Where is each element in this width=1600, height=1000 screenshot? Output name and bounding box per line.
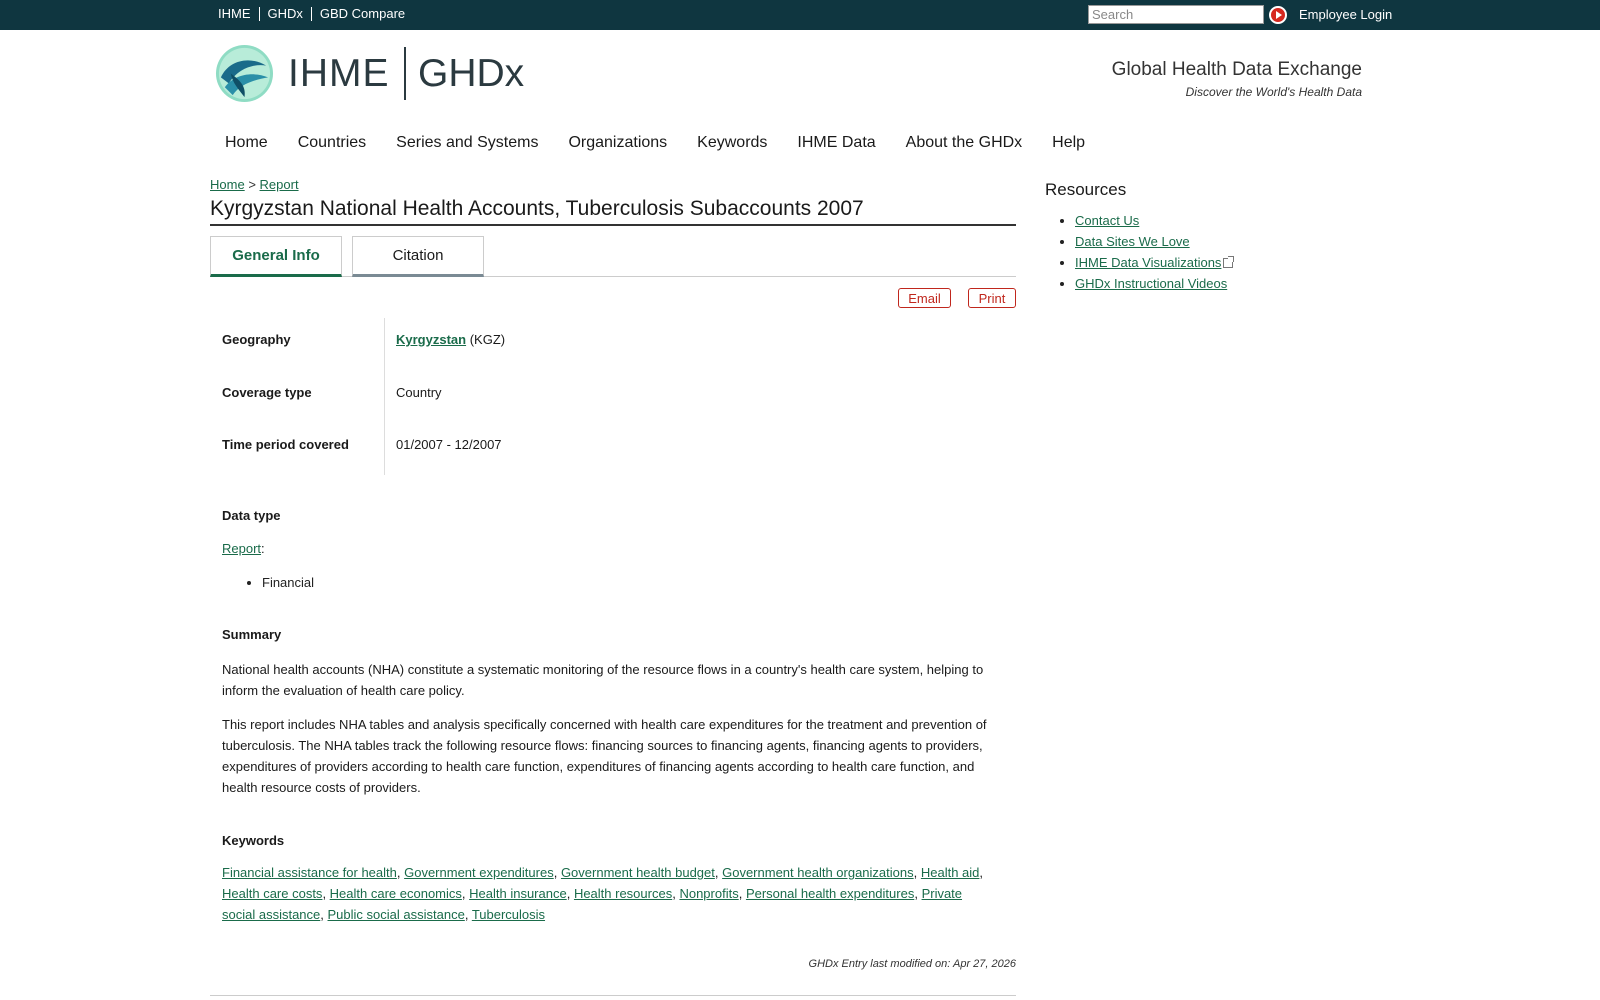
coverage-type-label: Coverage type xyxy=(222,385,312,400)
keyword-link[interactable]: Government health budget xyxy=(560,865,715,880)
keyword-link[interactable]: Financial assistance for health xyxy=(222,865,397,880)
top-link-ihme[interactable]: IHME xyxy=(218,6,251,21)
data-type-item: • Financial xyxy=(262,575,314,590)
logo-ihme-text: IHME xyxy=(288,52,390,95)
data-type-list xyxy=(262,575,314,590)
keyword-link[interactable]: Health insurance xyxy=(469,886,567,901)
breadcrumb-home[interactable]: Home xyxy=(210,177,245,192)
resource-instructional-videos[interactable]: GHDx Instructional Videos xyxy=(1075,276,1228,291)
data-type-link[interactable]: Report xyxy=(222,541,262,556)
info-table-divider xyxy=(384,318,385,475)
search-input[interactable] xyxy=(1088,5,1264,24)
summary-paragraph-2: This report includes NHA tables and analysis specifically concerned with health care expenditures for the treatment and prevention of tuberculosis. The NHA tables track the following resource flows: financing sources to financing agents, financing agents to providers, expenditures of providers according to health care function, expenditures of financing agents according to health care function, and health resource costs of providers. xyxy=(222,717,987,795)
nav-series-and-systems[interactable]: Series and Systems xyxy=(396,134,539,151)
nav-help[interactable]: Help xyxy=(1052,134,1086,151)
resource-item xyxy=(1075,255,1233,271)
geography-label: Geography xyxy=(222,332,291,347)
top-link-gbd-compare[interactable]: GBD Compare xyxy=(311,7,413,21)
resource-item xyxy=(1075,213,1233,229)
tagline-title: Global Health Data Exchange xyxy=(1111,59,1362,80)
content-bottom-divider xyxy=(210,995,1016,996)
keyword-link[interactable]: Public social assistance xyxy=(327,907,465,922)
main-nav xyxy=(225,134,1115,152)
summary-label: Summary xyxy=(222,627,282,642)
external-link-icon xyxy=(1223,258,1233,268)
top-link-ghdx[interactable]: GHDx xyxy=(259,7,311,21)
tab-general-info[interactable]: General Info xyxy=(210,236,342,277)
resource-ihme-visualizations[interactable]: IHME Data Visualizations xyxy=(1075,255,1222,270)
keyword-link[interactable]: Health care costs xyxy=(222,886,323,901)
breadcrumb-report[interactable]: Report xyxy=(259,177,299,192)
logo-divider xyxy=(404,47,406,100)
resources-list xyxy=(1075,213,1233,297)
employee-login-link[interactable]: Employee Login xyxy=(1299,7,1393,22)
data-type-label: Data type xyxy=(222,508,281,523)
nav-organizations[interactable]: Organizations xyxy=(568,134,668,151)
resource-contact-us[interactable]: Contact Us xyxy=(1075,213,1140,228)
page-title: Kyrgyzstan National Health Accounts, Tuberculosis Subaccounts 2007 xyxy=(210,197,1016,226)
resources-title: Resources xyxy=(1045,180,1127,199)
coverage-type-value: Country xyxy=(396,385,442,400)
data-type-colon: : xyxy=(261,541,265,556)
breadcrumb-separator: > xyxy=(248,177,256,192)
email-button[interactable]: Email xyxy=(898,288,951,308)
last-modified-note: GHDx Entry last modified on: Apr 27, 2026 xyxy=(808,958,1016,970)
keyword-link[interactable]: Government expenditures xyxy=(404,865,554,880)
nav-countries[interactable]: Countries xyxy=(297,134,367,151)
tab-citation[interactable]: Citation xyxy=(352,236,484,277)
top-bar xyxy=(0,0,1600,30)
resource-item xyxy=(1075,234,1233,250)
time-period-label: Time period covered xyxy=(222,437,349,452)
data-type-value xyxy=(222,538,1004,559)
keyword-link[interactable]: Nonprofits xyxy=(679,886,739,901)
keyword-link[interactable]: Personal health expenditures xyxy=(745,886,915,901)
keywords-label: Keywords xyxy=(222,833,285,848)
geography-value xyxy=(396,332,505,347)
keyword-link[interactable]: Private social assistance xyxy=(222,886,963,922)
logo-ghdx-text: GHDx xyxy=(418,52,525,95)
keyword-link[interactable]: Health care economics xyxy=(329,886,462,901)
keyword-link[interactable]: Government health organizations xyxy=(722,865,914,880)
nav-home[interactable]: Home xyxy=(225,134,268,151)
top-nav xyxy=(218,7,413,21)
tagline-subtitle: Discover the World's Health Data xyxy=(1185,85,1362,99)
search-submit-icon[interactable] xyxy=(1269,6,1287,24)
breadcrumb xyxy=(210,177,299,192)
resource-item xyxy=(1075,276,1233,292)
geography-code: (KGZ) xyxy=(469,332,506,347)
keyword-link[interactable]: Health aid xyxy=(920,865,980,880)
geography-link[interactable]: Kyrgyzstan xyxy=(396,332,467,347)
nav-about-the-ghdx[interactable]: About the GHDx xyxy=(905,134,1023,151)
keywords-list: Financial assistance for health, Government expenditures, Government health budget, Government health organizations, Health aid, Health care costs, Health care economics, Health insurance, Health resources, Nonprofits, Personal health expenditures, Private social assistance, Public social assistance, Tuberculosis xyxy=(222,865,984,922)
nav-keywords[interactable]: Keywords xyxy=(697,134,768,151)
resource-data-sites[interactable]: Data Sites We Love xyxy=(1075,234,1190,249)
time-period-value: 01/2007 - 12/2007 xyxy=(396,437,502,452)
keyword-link[interactable]: Health resources xyxy=(573,886,673,901)
keyword-link[interactable]: Tuberculosis xyxy=(471,907,546,922)
print-button[interactable]: Print xyxy=(968,288,1016,308)
ihme-logo-icon[interactable] xyxy=(215,44,274,103)
nav-ihme-data[interactable]: IHME Data xyxy=(797,134,876,151)
summary-paragraph-1: National health accounts (NHA) constitute a systematic monitoring of the resource flows in a country's health care system, helping to inform the evaluation of health care policy. xyxy=(222,662,984,698)
